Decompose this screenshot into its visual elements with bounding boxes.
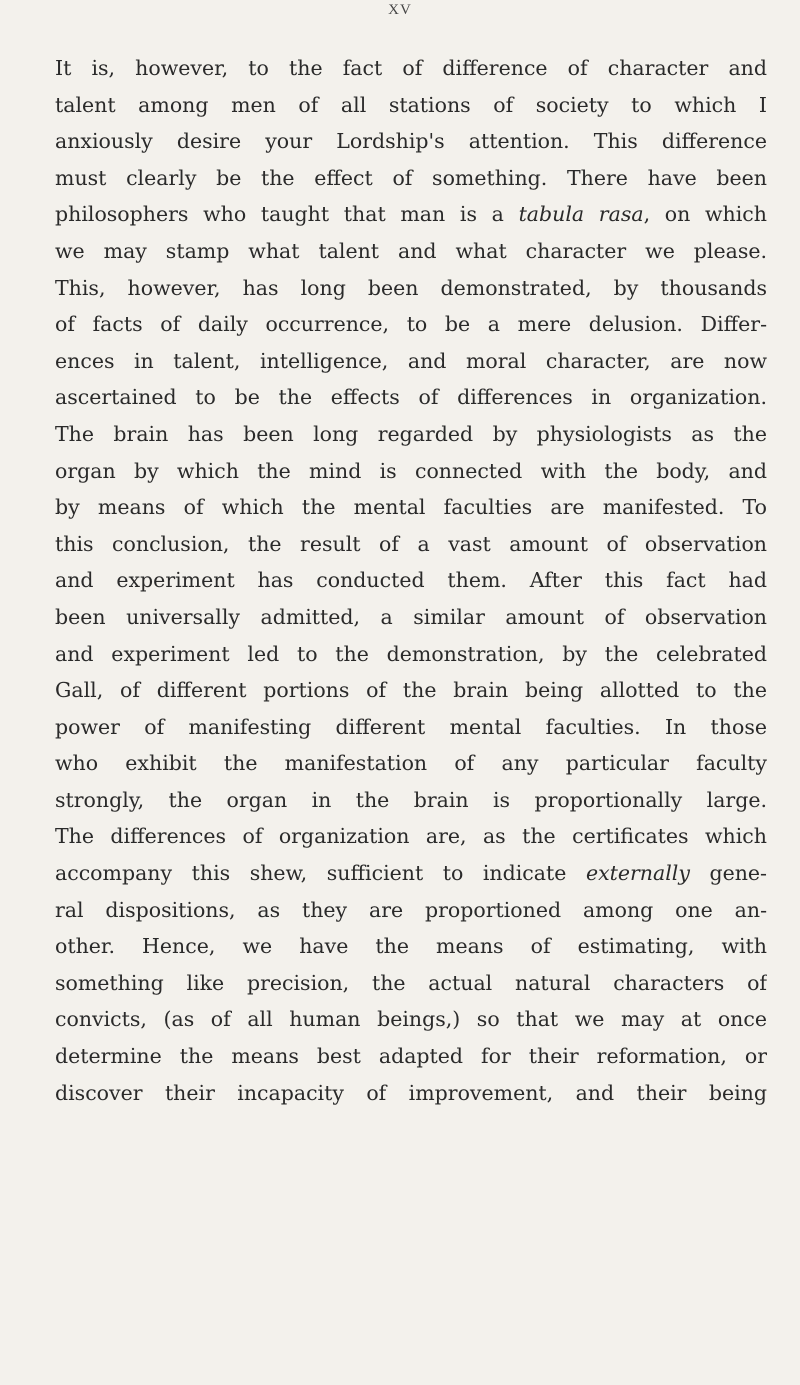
text-segment: ences in talent, intelligence, and moral character, are now [55, 348, 767, 373]
text-segment: talent among men of all stations of society to which I [55, 92, 767, 117]
text-line [55, 745, 767, 782]
text-segment: must clearly be the effect of something. There have been [55, 165, 767, 190]
text-segment: this conclusion, the result of a vast amount of observation [55, 531, 767, 556]
text-segment: other. Hence, we have the means of estimating, with [55, 934, 767, 959]
text-line [55, 709, 767, 746]
italic-phrase: tabula rasa [518, 202, 644, 227]
text-line [55, 489, 767, 526]
text-segment: The brain has been long regarded by physiologists as the [55, 421, 767, 446]
text-line [55, 1075, 767, 1112]
text-line [55, 636, 767, 673]
text-line [55, 87, 767, 124]
text-line [55, 1001, 767, 1038]
text-line [55, 123, 767, 160]
text-segment: power of manifesting different mental faculties. In those [55, 714, 767, 739]
text-line [55, 1038, 767, 1075]
text-segment: , on which [643, 202, 767, 227]
text-segment: anxiously desire your Lordship's attention. This difference [55, 129, 767, 154]
text-line [55, 526, 767, 563]
text-segment: This, however, has long been demonstrated, by thousands [55, 275, 767, 300]
text-segment: ascertained to be the effects of differences in organization. [55, 385, 767, 410]
text-line [55, 379, 767, 416]
text-line [55, 306, 767, 343]
text-line [55, 928, 767, 965]
text-line [55, 818, 767, 855]
text-segment: convicts, (as of all human beings,) so that we may at once [55, 1007, 767, 1032]
text-line [55, 672, 767, 709]
text-segment: organ by which the mind is connected with the body, and [55, 458, 767, 483]
text-segment: determine the means best adapted for their reformation, or [55, 1044, 767, 1069]
text-segment: strongly, the organ in the brain is proportionally large. [55, 787, 767, 812]
text-segment: we may stamp what talent and what character we please. [55, 238, 767, 263]
text-segment: ral dispositions, as they are proportioned among one an- [55, 897, 767, 922]
text-line [55, 233, 767, 270]
text-line [55, 855, 767, 892]
text-segment: gene- [689, 861, 767, 886]
text-segment: by means of which the mental faculties are manifested. To [55, 495, 767, 520]
text-line [55, 892, 767, 929]
text-line [55, 270, 767, 307]
text-segment: The differences of organization are, as the certificates which [55, 824, 767, 849]
text-line [55, 965, 767, 1002]
text-segment: It is, however, to the fact of difference of character and [55, 56, 767, 80]
body-text [55, 50, 767, 1111]
text-line [55, 453, 767, 490]
text-line [55, 160, 767, 197]
text-line [55, 599, 767, 636]
text-line [55, 196, 767, 233]
text-line [55, 343, 767, 380]
text-segment: been universally admitted, a similar amount of observation [55, 604, 767, 629]
text-segment: Gall, of different portions of the brain being allotted to the [55, 678, 767, 703]
page-number: XV [388, 2, 412, 18]
italic-phrase: externally [585, 861, 690, 886]
text-segment: something like precision, the actual natural characters of [55, 970, 767, 995]
text-line [55, 50, 767, 87]
text-segment: and experiment has conducted them. After this fact had [55, 568, 767, 593]
text-line [55, 782, 767, 819]
text-segment: discover their incapacity of improvement, and their being [55, 1080, 767, 1105]
text-segment: philosophers who taught that man is a [55, 202, 519, 227]
text-segment: and experiment led to the demonstration, by the celebrated [55, 641, 767, 666]
text-segment: of facts of daily occurrence, to be a mere delusion. Differ- [55, 312, 767, 337]
text-line [55, 416, 767, 453]
text-line [55, 562, 767, 599]
text-segment: accompany this shew, sufficient to indicate [55, 861, 586, 886]
text-segment: who exhibit the manifestation of any particular faculty [55, 751, 767, 776]
